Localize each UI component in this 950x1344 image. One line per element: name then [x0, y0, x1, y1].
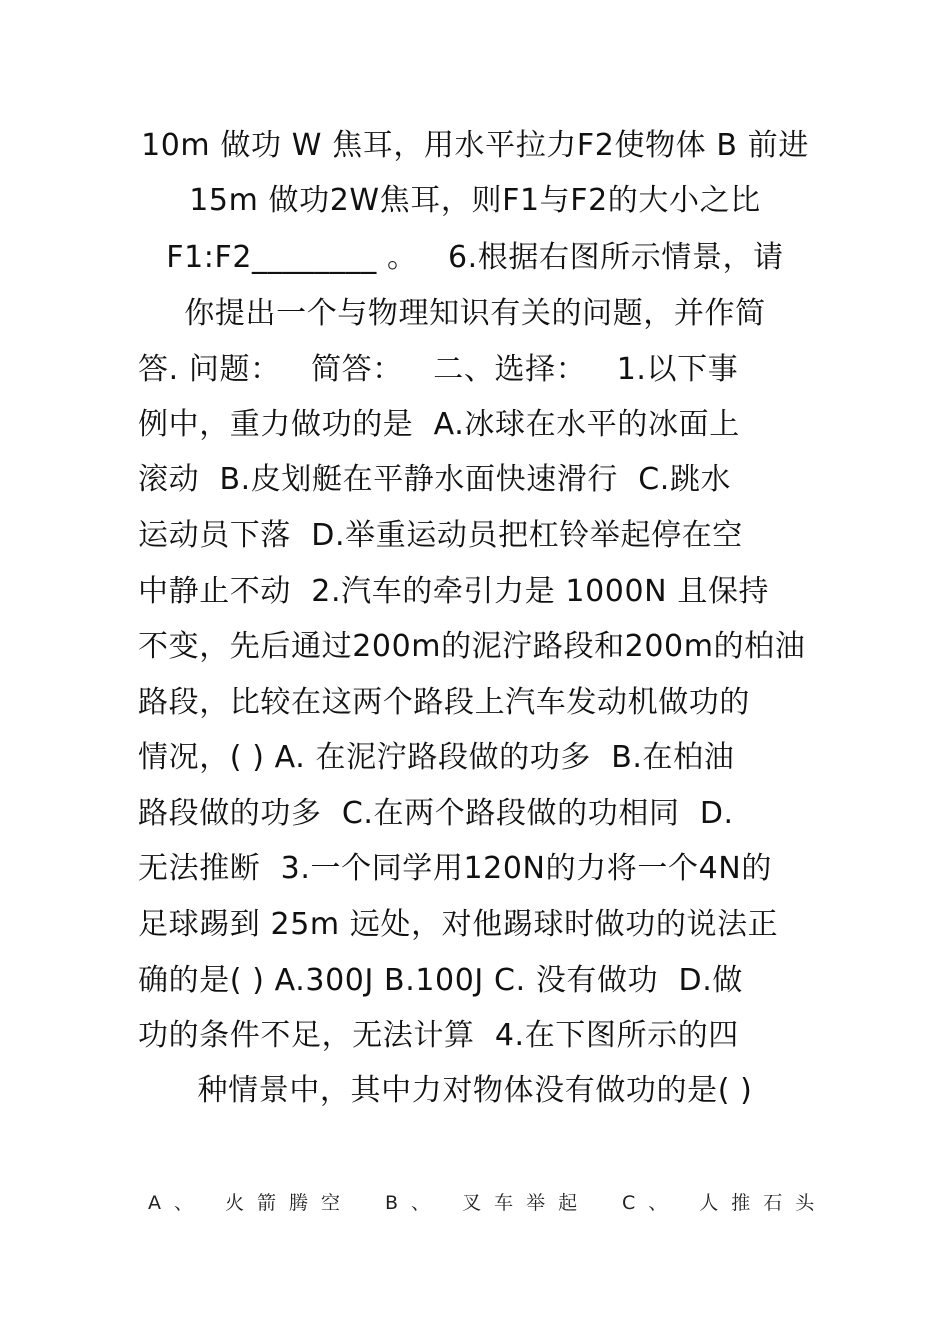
figure-captions: [0, 1188, 950, 1218]
text-line-1: 10m 做功 W 焦耳，用水平拉力F2使物体 B 前进: [141, 128, 809, 163]
text-line-16: 确的是( ) A.300J B.100J C. 没有做功 D.做: [138, 963, 743, 998]
text-line-9: 中静止不动 2.汽车的牵引力是 1000N 且保持: [138, 574, 770, 609]
caption-b: B、 叉车举起: [385, 1192, 591, 1214]
text-line-10: 不变，先后通过200m的泥泞路段和200m的柏油: [138, 629, 806, 664]
caption-c: C、 人推石头: [622, 1192, 828, 1214]
text-line-18: 种情景中，其中力对物体没有做功的是( ): [197, 1073, 753, 1108]
text-line-15: 足球踢到 25m 远处，对他踢球时做功的说法正: [138, 907, 779, 942]
text-line-5: 答. 问题： 简答： 二、选择： 1.以下事: [138, 352, 739, 387]
text-line-13: 路段做的功多 C.在两个路段做的功相同 D.: [138, 796, 734, 831]
text-line-7: 滚动 B.皮划艇在平静水面快速滑行 C.跳水: [138, 462, 732, 497]
text-line-6: 例中，重力做功的是 A.冰球在水平的冰面上: [138, 407, 740, 442]
text-line-4: 你提出一个与物理知识有关的问题，并作简: [184, 296, 766, 331]
text-line-12: 情况，( ) A. 在泥泞路段做的功多 B.在柏油: [138, 740, 735, 775]
text-line-8: 运动员下落 D.举重运动员把杠铃举起停在空: [138, 518, 743, 553]
caption-a: A、 火箭腾空: [148, 1192, 354, 1214]
text-line-17: 功的条件不足，无法计算 4.在下图所示的四: [138, 1018, 739, 1053]
text-line-14: 无法推断 3.一个同学用120N的力将一个4N的: [138, 851, 772, 886]
text-line-2: 15m 做功2W焦耳，则F1与F2的大小之比: [189, 183, 761, 218]
text-line-3: F1:F2________ 。 6.根据右图所示情景，请: [166, 240, 784, 275]
text-line-11: 路段，比较在这两个路段上汽车发动机做功的: [138, 685, 750, 720]
